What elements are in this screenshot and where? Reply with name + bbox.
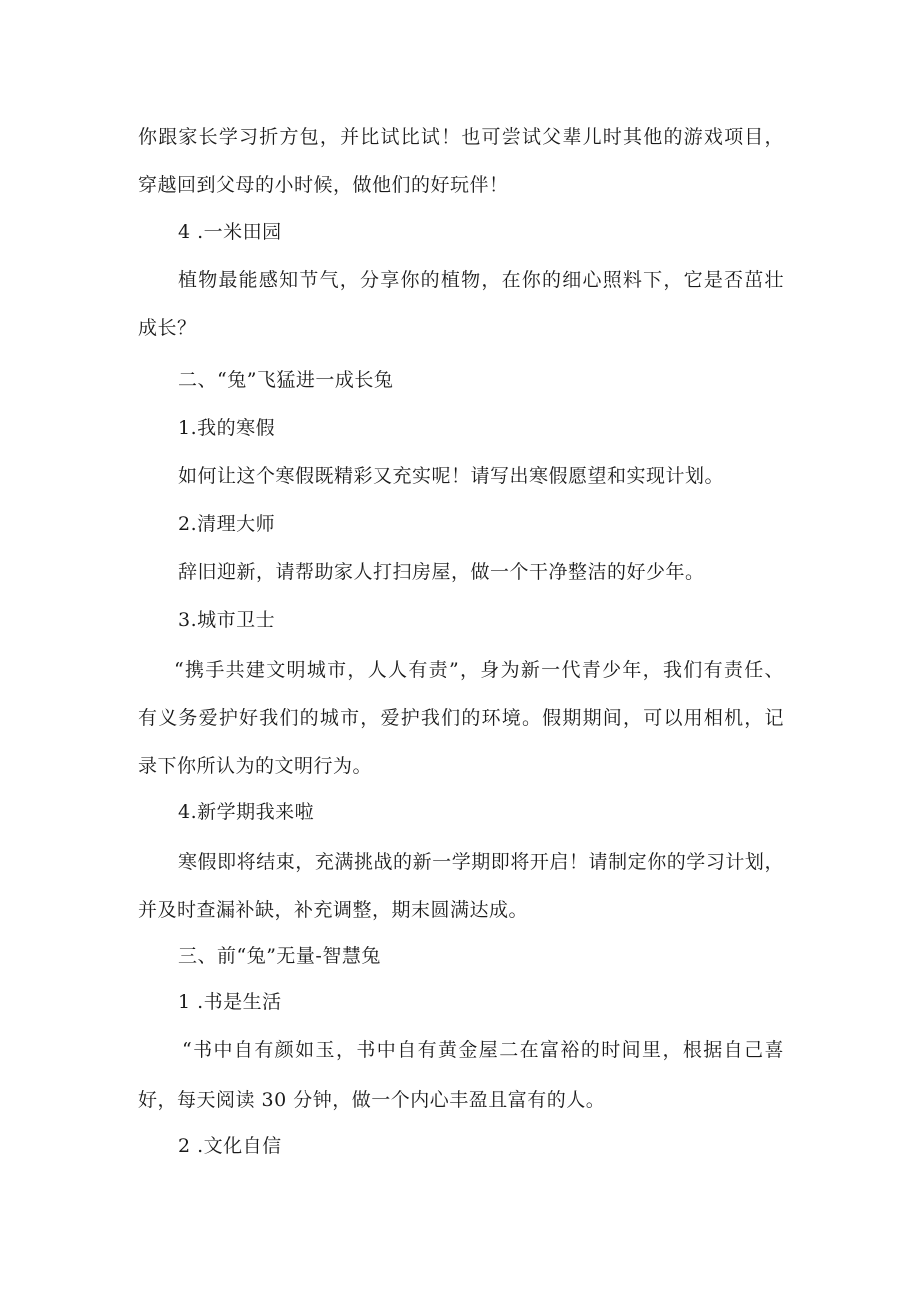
- section-item-heading: 1 .书是生活: [178, 991, 282, 1013]
- paragraph-line: 植物最能感知节气，分享你的植物，在你的细心照料下，它是否茁壮: [178, 269, 784, 291]
- paragraph-line: 你跟家长学习折方包，并比试比试！也可尝试父辈儿时其他的游戏项目，: [138, 126, 784, 148]
- section-heading: 三、前“兔”无量-智慧兔: [178, 945, 381, 967]
- section-item-heading: 1.我的寒假: [178, 417, 276, 439]
- section-item-heading: 2.清理大师: [178, 513, 276, 535]
- paragraph-line: 辞旧迎新，请帮助家人打扫房屋，做一个干净整洁的好少年。: [178, 561, 705, 583]
- paragraph-line: 录下你所认为的文明行为。: [138, 755, 373, 777]
- section-item-heading: 4 .一米田园: [178, 221, 282, 243]
- paragraph-line: 并及时查漏补缺，补充调整，期末圆满达成。: [138, 899, 529, 921]
- section-item-heading: 4.新学期我来啦: [178, 801, 315, 823]
- paragraph-line: 有义务爱护好我们的城市，爱护我们的环境。假期期间，可以用相机，记: [138, 707, 784, 729]
- paragraph-line: “携手共建文明城市，人人有责”，身为新一代青少年，我们有责任、: [174, 659, 784, 681]
- paragraph-line: 成长？: [138, 317, 197, 339]
- paragraph-line: 寒假即将结束，充满挑战的新一学期即将开启！请制定你的学习计划，: [178, 851, 784, 873]
- paragraph-line: 穿越回到父母的小时候，做他们的好玩伴！: [138, 174, 509, 196]
- section-item-heading: 2 .文化自信: [178, 1135, 282, 1157]
- section-item-heading: 3.城市卫士: [178, 609, 276, 631]
- paragraph-line: 如何让这个寒假既精彩又充实呢！请写出寒假愿望和实现计划。: [178, 465, 725, 487]
- paragraph-line: 好，每天阅读 30 分钟，做一个内心丰盈且富有的人。: [138, 1089, 606, 1111]
- section-heading: 二、“兔”飞猛进一成长兔: [178, 369, 394, 391]
- paragraph-line: “书中自有颜如玉，书中自有黄金屋二在富裕的时间里，根据自己喜: [182, 1039, 784, 1061]
